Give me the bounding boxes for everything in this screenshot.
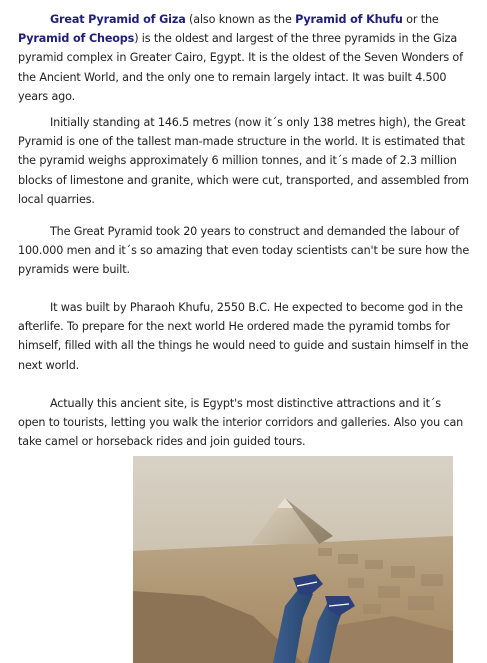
intro-paragraph (18, 10, 470, 106)
tourism-text: Actually this ancient site, is Egypt's most distinctive attractions and it´s open to tourists, letting you walk the interior corridors and galleries. Also you can take camel or horseback rides and join guided tours. (18, 397, 464, 449)
pharaoh-text: It was built by Pharaoh Khufu, 2550 B.C. He expected to become god in the afterlife. To prepare for the next world He ordered made the pyramid tombs for himself, filled with all the things he would need to guide and sustain himself in the next world. (18, 301, 469, 372)
dimensions-paragraph (18, 113, 470, 209)
pyramid-photo (133, 456, 453, 663)
pyramid-cheops-name: Pyramid of Cheops (18, 32, 135, 46)
tourism-paragraph (18, 394, 470, 452)
construction-text: The Great Pyramid took 20 years to construct and demanded the labour of 100.000 men and it´s so amazing that even today scientists can't be sure how the pyramids were built. (18, 225, 470, 277)
dimensions-text: Initially standing at 146.5 metres (now it´s only 138 metres high), the Great Pyramid is one of the tallest man-made structure in the world. It is estimated that the pyramid weighs approximately 6 million tonnes, and it´s made of 2.3 million blocks of limestone and granite, which were cut, transported, and assembled from local quarries. (18, 116, 469, 206)
pharaoh-paragraph (18, 298, 470, 375)
intro-text-1: (also known as the (185, 13, 296, 26)
intro-text-2: or the (402, 13, 439, 26)
construction-paragraph (18, 222, 470, 280)
pyramid-photo-illustration (133, 456, 453, 663)
intro-text-3: ) is the oldest and largest of the three pyramids in the Giza pyramid complex in Greater Cairo, Egypt. It is the oldest of the Seven Wonders of the Ancient World, and the only one to remain largely intact. It was built 4.500 years ago. (18, 32, 463, 103)
great-pyramid-name: Great Pyramid of Giza (50, 13, 186, 26)
pyramid-khufu-name: Pyramid of Khufu (295, 13, 403, 26)
